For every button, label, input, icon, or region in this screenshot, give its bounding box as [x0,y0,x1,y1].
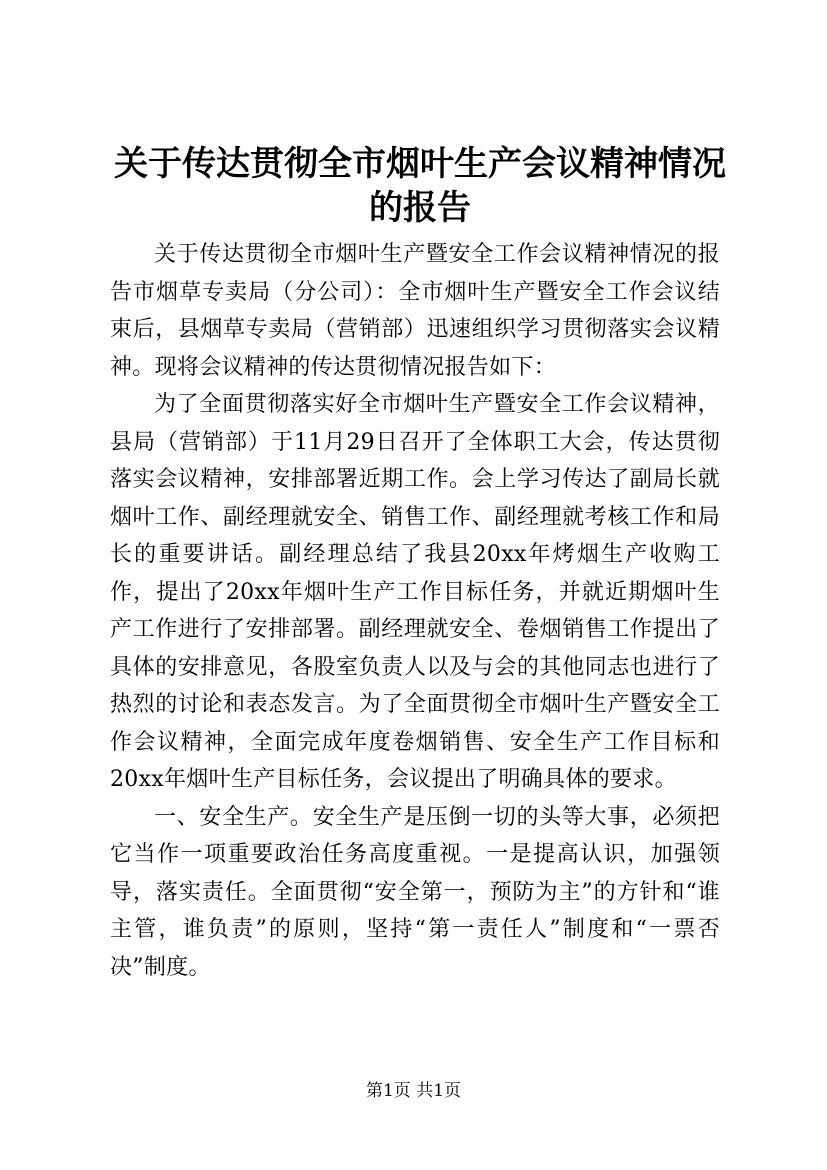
document-title: 关于传达贯彻全市烟叶生产会议精神情况的报告 [114,144,726,228]
page-footer: 第1页 共1页 [365,1081,462,1101]
paragraph-meeting: 为了全面贯彻落实好全市烟叶生产暨安全工作会议精神，县局（营销部）于11月29日召开了全体职工大会，传达贯彻落实会议精神，安排部署近期工作。会上学习传达了副局长就烟叶工作、副经理就安全、销售工作、副经理就考核工作和局长的重要讲话。副经理总结了我县20xx年烤烟生产收购工作，提出了20xx年烟叶生产工作目标任务，并就近期烟叶生产工作进行了安排部署。副经理就安全、卷烟销售工作提出了具体的安排意见，各股室负责人以及与会的其他同志也进行了热烈的讨论和表态发言。为了全面贯彻全市烟叶生产暨安全工作会议精神，全面完成年度卷烟销售、安全生产工作目标和20xx年烟叶生产目标任务，会议提出了明确具体的要求。 [110,392,720,792]
document-body [110,236,720,986]
paragraph-intro: 关于传达贯彻全市烟叶生产暨安全工作会议精神情况的报告市烟草专卖局（分公司）：全市烟叶生产暨安全工作会议结束后，县烟草专卖局（营销部）迅速组织学习贯彻落实会议精神。现将会议精神的传达贯彻情况报告如下： [110,242,720,380]
paragraph-safety: 一、安全生产。安全生产是压倒一切的头等大事，必须把它当作一项重要政治任务高度重视。一是提高认识，加强领导，落实责任。全面贯彻“安全第一，预防为主”的方针和“谁主管，谁负责”的原则，坚持“第一责任人”制度和“一票否决”制度。 [110,804,720,980]
